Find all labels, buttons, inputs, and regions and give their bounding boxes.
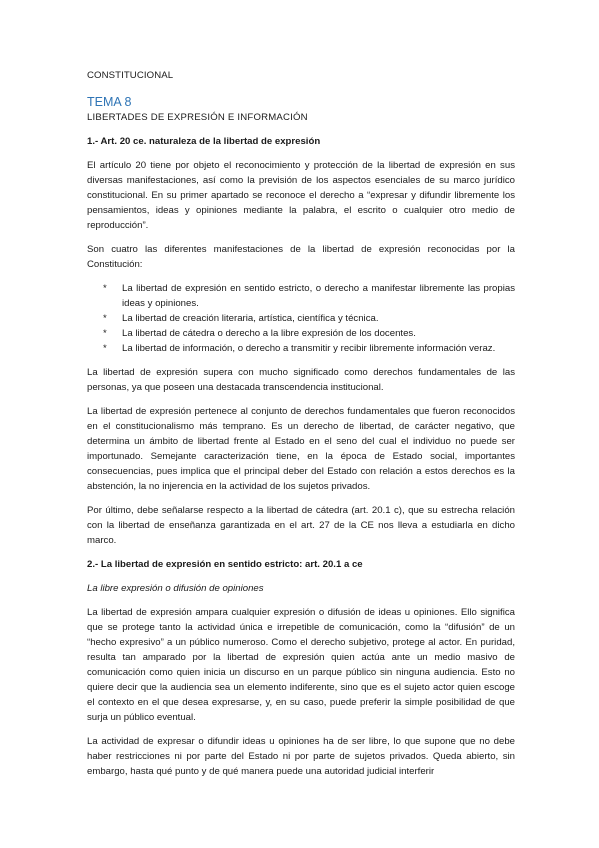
- tema-subtitle: LIBERTADES DE EXPRESIÓN E INFORMACIÓN: [87, 112, 308, 123]
- list-item: [87, 281, 515, 311]
- paragraph-6: La libertad de expresión ampara cualquier expresión o difusión de ideas u opiniones. Ello significa que se protege tanto la actividad única e irrepetible de comunicación, como la “difusión” de un “hecho expresivo” a un público numeroso. Como el derecho subjetivo, protege al actor. En puridad, resulta tan amparado por la libertad de expresión quien actúa ante un medio masivo de comunicación como quien inicia un discurso en un parque público sin ninguna audiencia. Esto no quiere decir que la audiencia sea un elemento indiferente, sino que es el sujeto actor quien escoge el contexto en el que desea expresarse, y, en su caso, puede preferir la simple posibilidad de que surja un público eventual.: [87, 607, 515, 723]
- list-item-text: La libertad de expresión en sentido estricto, o derecho a manifestar libremente las propias ideas y opiniones.: [122, 283, 515, 309]
- subject-label: CONSTITUCIONAL: [87, 70, 174, 81]
- manifestations-list: [87, 281, 515, 356]
- paragraph-5: Por último, debe señalarse respecto a la libertad de cátedra (art. 20.1 c), que su estrecha relación con la libertad de enseñanza garantizada en el art. 27 de la CE nos lleva a estudiarla en dicho marco.: [87, 505, 515, 546]
- bullet-star-icon: *: [103, 343, 107, 354]
- bullet-star-icon: *: [103, 313, 107, 324]
- document-content: [87, 68, 515, 788]
- paragraph-3: La libertad de expresión supera con mucho significado como derechos fundamentales de las personas, ya que poseen una destacada transcendencia institucional.: [87, 367, 515, 393]
- tema-title: TEMA 8: [87, 95, 132, 109]
- bullet-star-icon: *: [103, 283, 107, 294]
- paragraph-4: La libertad de expresión pertenece al conjunto de derechos fundamentales que fueron reconocidos en el constitucionalismo más temprano. Es un derecho de libertad, de carácter negativo, que determina un ámbito de libertad frente al Estado en el seno del cual el individuo no puede ser importunado. Semejante caracterización tiene, en la época de Estado social, importantes consecuencias, pues implica que el principal deber del Estado con relación a estos derechos es la abstención, la no injerencia en la actividad de los sujetos privados.: [87, 406, 515, 492]
- list-item-text: La libertad de cátedra o derecho a la libre expresión de los docentes.: [122, 328, 416, 339]
- list-item: [87, 341, 515, 356]
- bullet-star-icon: *: [103, 328, 107, 339]
- list-item: [87, 326, 515, 341]
- paragraph-7: La actividad de expresar o difundir ideas u opiniones ha de ser libre, lo que supone que no debe haber restricciones ni por parte del Estado ni por parte de sujetos privados. Queda abierto, sin embargo, hasta qué punto y de qué manera puede una autoridad judicial interferir: [87, 736, 515, 777]
- list-item: [87, 311, 515, 326]
- paragraph-2: Son cuatro las diferentes manifestaciones de la libertad de expresión reconocidas por la Constitución:: [87, 244, 515, 270]
- list-item-text: La libertad de información, o derecho a transmitir y recibir libremente información veraz.: [122, 343, 496, 354]
- subsection-heading: La libre expresión o difusión de opiniones: [87, 583, 264, 594]
- paragraph-1: El artículo 20 tiene por objeto el reconocimiento y protección de la libertad de expresión en sus diversas manifestaciones, así como la previsión de los aspectos esenciales de su marco jurídico constitucional. En su primer apartado se reconoce el derecho a “expresar y difundir libremente los pensamientos, ideas y opiniones mediante la palabra, el escrito o cualquier otro medio de reproducción”.: [87, 160, 515, 231]
- list-item-text: La libertad de creación literaria, artística, científica y técnica.: [122, 313, 379, 324]
- section-2-heading: 2.- La libertad de expresión en sentido estricto: art. 20.1 a ce: [87, 559, 363, 570]
- section-1-heading: 1.- Art. 20 ce. naturaleza de la libertad de expresión: [87, 136, 321, 147]
